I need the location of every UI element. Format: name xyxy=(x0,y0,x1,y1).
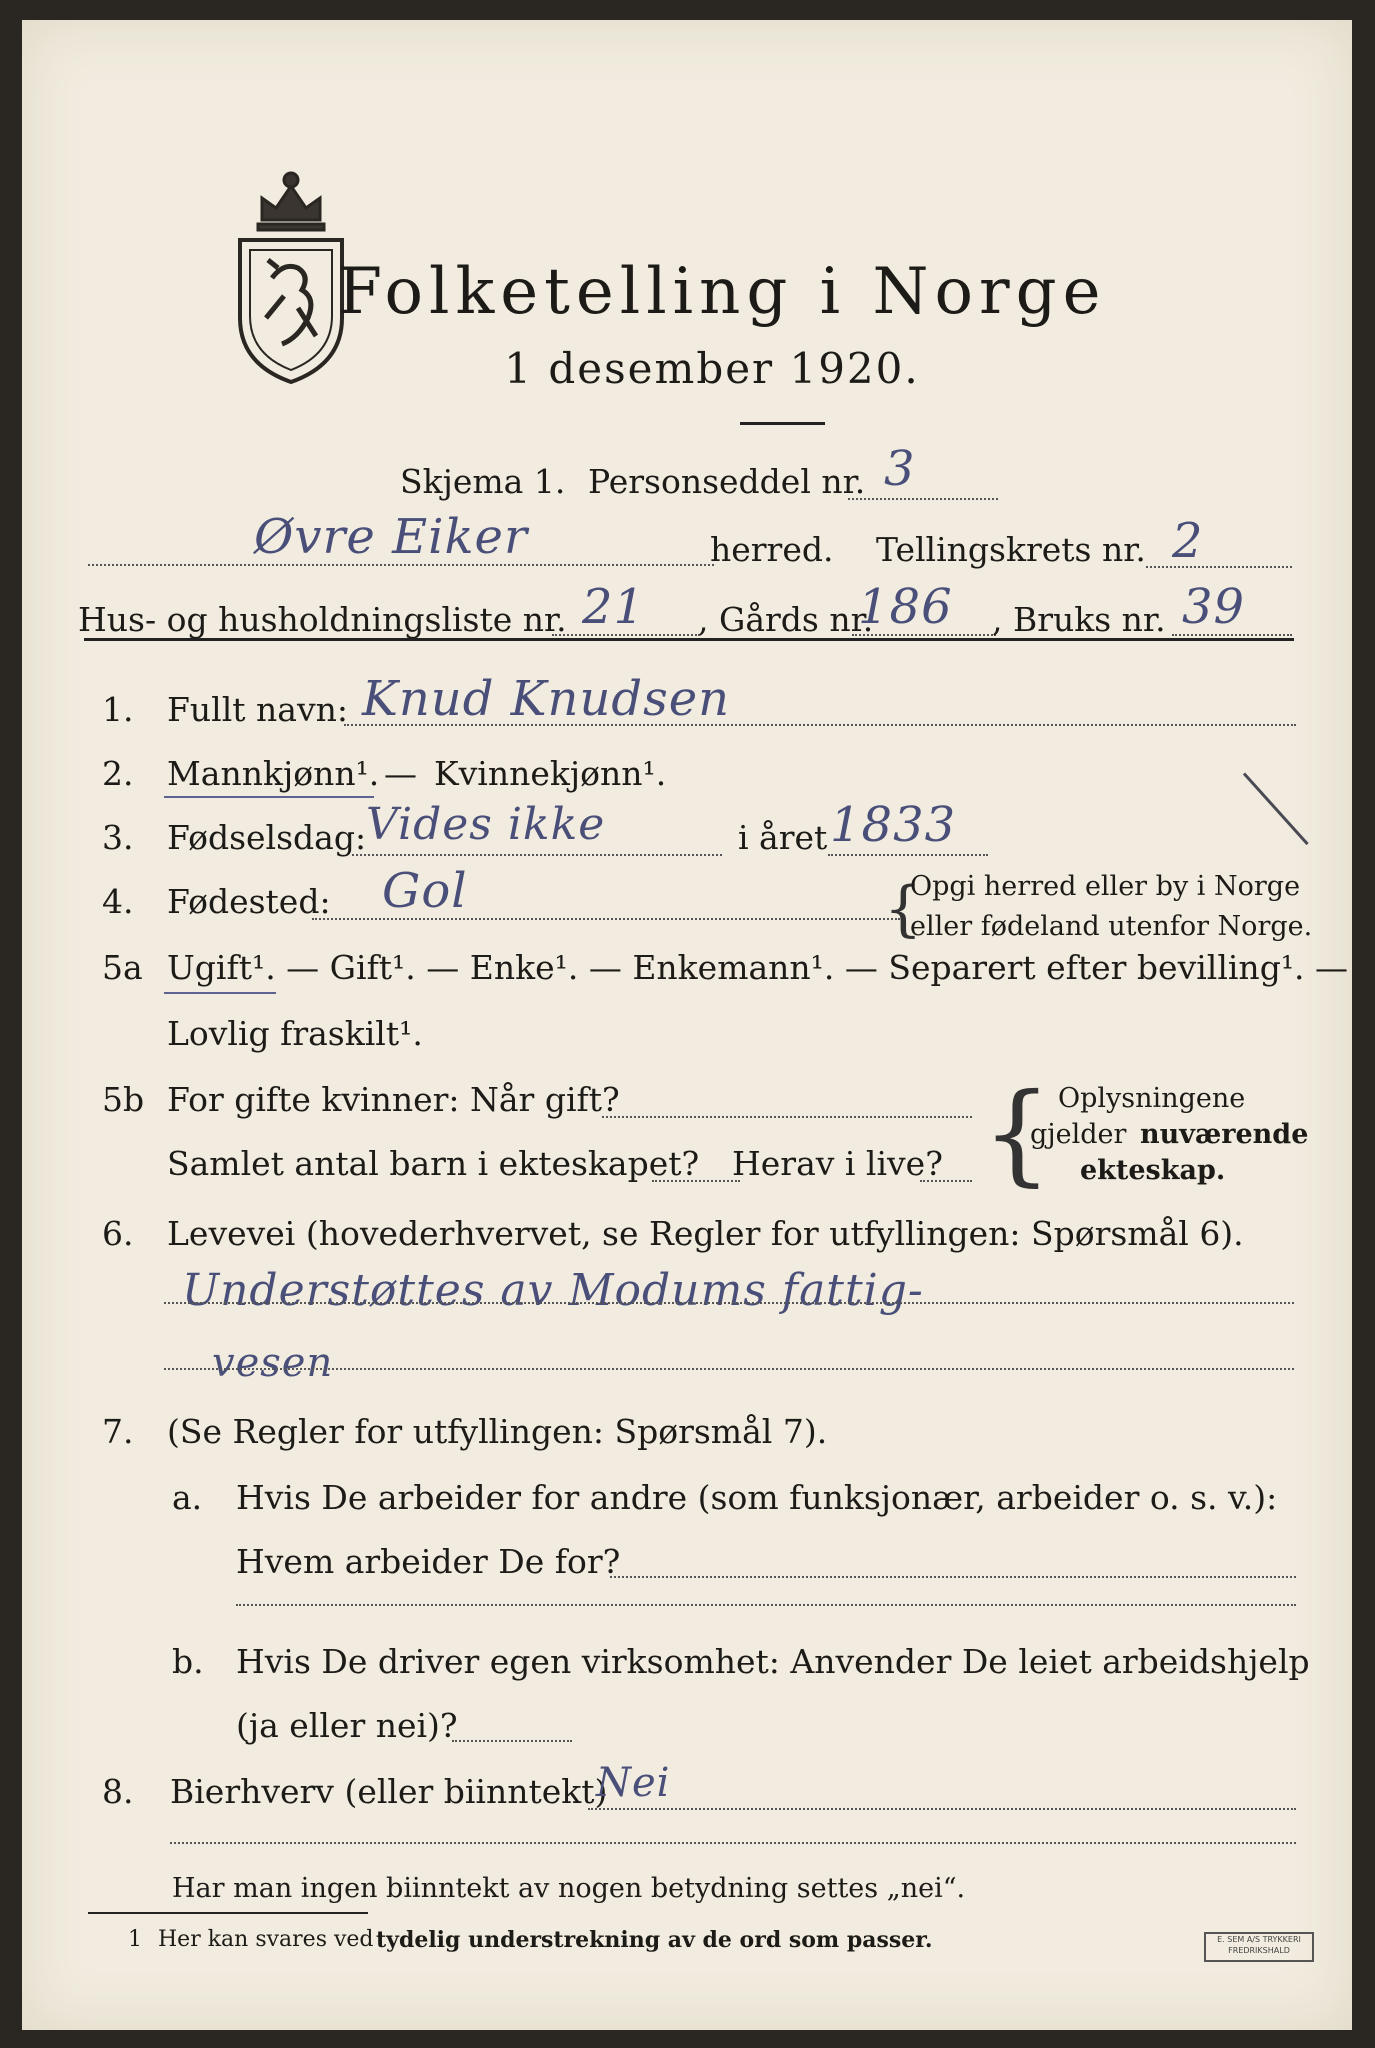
q5a-underline xyxy=(164,992,276,994)
q3-year-line xyxy=(828,854,988,856)
pen-stroke-mark xyxy=(1243,772,1309,845)
q5a-options: Ugift¹. — Gift¹. — Enke¹. — Enkemann¹. — Separert efter bevilling¹. — xyxy=(167,948,1349,987)
q7a-line1 xyxy=(610,1576,1296,1578)
footer-note: Har man ingen biinntekt av nogen betydning settes „nei“. xyxy=(172,1873,966,1904)
q7a-line2 xyxy=(236,1604,1296,1606)
q8-line xyxy=(588,1808,1296,1810)
q3-number: 3. xyxy=(102,818,134,857)
q4-note-line2: eller fødeland utenfor Norge. xyxy=(910,911,1313,942)
q5b-note-line3: ekteskap. xyxy=(1080,1155,1226,1186)
q5a-number: 5a xyxy=(102,948,143,987)
q6-value-line2: vesen xyxy=(212,1340,334,1386)
q8-value: Nei xyxy=(596,1760,671,1806)
q1-number: 1. xyxy=(102,690,134,729)
q2-female-label: Kvinnekjønn¹. xyxy=(434,754,667,793)
q6-label: Levevei (hovederhvervet, se Regler for utfyllingen: Spørsmål 6). xyxy=(167,1214,1244,1253)
q4-value: Gol xyxy=(382,863,468,919)
q7-number: 7. xyxy=(102,1412,134,1451)
q7b-line xyxy=(452,1740,572,1742)
footnote-rule xyxy=(88,1912,368,1914)
tellingskrets-value: 2 xyxy=(1172,513,1204,569)
footnote-text-a: Her kan svares ved xyxy=(158,1927,374,1952)
q4-note-line1: Opgi herred eller by i Norge xyxy=(910,871,1301,902)
hus-value: 21 xyxy=(582,579,646,635)
q7b-label-line1: Hvis De driver egen virksomhet: Anvender De leiet arbeidshjelp xyxy=(236,1642,1310,1681)
q6-number: 6. xyxy=(102,1214,134,1253)
q2-male-label: Mannkjønn¹. xyxy=(167,754,380,793)
footnote-text-b: tydelig understrekning av de ord som passer. xyxy=(376,1927,933,1953)
q5b-note-line1: Oplysningene xyxy=(1058,1083,1246,1114)
q5b-number: 5b xyxy=(102,1080,145,1119)
personseddel-label: Personseddel nr. xyxy=(588,462,866,501)
q5b-alive-line xyxy=(920,1180,972,1182)
q5b-brace: { xyxy=(982,1069,1052,1197)
q5b-married-label: For gifte kvinner: Når gift? xyxy=(167,1080,620,1119)
q5b-alive-label: Herav i live? xyxy=(732,1144,943,1183)
q1-value: Knud Knudsen xyxy=(362,671,731,727)
q4-brace: { xyxy=(884,874,923,944)
q3-label: Fødselsdag: xyxy=(167,818,367,857)
q6-line1 xyxy=(164,1302,1294,1304)
q5b-children-line xyxy=(652,1180,740,1182)
q4-label: Fødested: xyxy=(167,882,331,921)
q5b-note-line2b: nuværende xyxy=(1140,1119,1309,1150)
title-divider xyxy=(740,422,825,425)
q7a-label-line2: Hvem arbeider De for? xyxy=(236,1542,621,1581)
gards-value: 186 xyxy=(858,579,953,635)
footnote-number: 1 xyxy=(128,1927,142,1952)
q1-label: Fullt navn: xyxy=(167,690,348,729)
q7a-label-line1: Hvis De arbeider for andre (som funksjonær, arbeider o. s. v.): xyxy=(236,1478,1278,1517)
q8-number: 8. xyxy=(102,1772,134,1811)
q3-year-label: i året xyxy=(738,818,828,857)
q7a-letter: a. xyxy=(172,1478,203,1517)
q3-year-value: 1833 xyxy=(830,797,957,853)
q7b-label-line2: (ja eller nei)? xyxy=(236,1706,458,1745)
printer-stamp: E. SEM A/S TRYKKERI FREDRIKSHALD xyxy=(1204,1932,1314,1962)
bruks-value: 39 xyxy=(1182,579,1246,635)
q2-number: 2. xyxy=(102,754,134,793)
q7-label: (Se Regler for utfyllingen: Spørsmål 7). xyxy=(167,1412,828,1451)
bruks-label: , Bruks nr. xyxy=(992,600,1166,639)
q7b-letter: b. xyxy=(172,1642,204,1681)
q5b-note-line2a: gjelder xyxy=(1030,1119,1127,1150)
q5a-options-line2: Lovlig fraskilt¹. xyxy=(167,1014,423,1053)
hus-label: Hus- og husholdningsliste nr. xyxy=(78,600,567,639)
gards-label: , Gårds nr. xyxy=(698,600,874,639)
q2-separator: — xyxy=(384,754,417,793)
q3-value: Vides ikke xyxy=(366,799,606,850)
census-date: 1 desember 1920. xyxy=(504,344,920,393)
q8-line2 xyxy=(170,1842,1296,1844)
q5b-married-line xyxy=(602,1116,972,1118)
header-rule xyxy=(84,638,1294,641)
personseddel-line xyxy=(848,498,998,500)
tellingskrets-label: Tellingskrets nr. xyxy=(876,530,1146,569)
form-title: Folketelling i Norge xyxy=(337,255,1107,329)
q6-line2 xyxy=(164,1368,1294,1370)
q8-label: Bierhverv (eller biinntekt) xyxy=(170,1772,608,1811)
herred-value: Øvre Eiker xyxy=(254,509,528,565)
tellingskrets-line xyxy=(1146,566,1292,568)
q3-line xyxy=(352,854,722,856)
q6-value-line1: Understøttes av Modums fattig- xyxy=(182,1265,924,1316)
q4-number: 4. xyxy=(102,882,134,921)
q5b-children-label: Samlet antal barn i ekteskapet? xyxy=(167,1144,700,1183)
q2-male-underline xyxy=(164,796,374,798)
census-form xyxy=(22,20,1352,2030)
schema-label: Skjema 1. xyxy=(400,462,566,501)
herred-label: herred. xyxy=(710,530,834,569)
personseddel-value: 3 xyxy=(884,441,916,497)
